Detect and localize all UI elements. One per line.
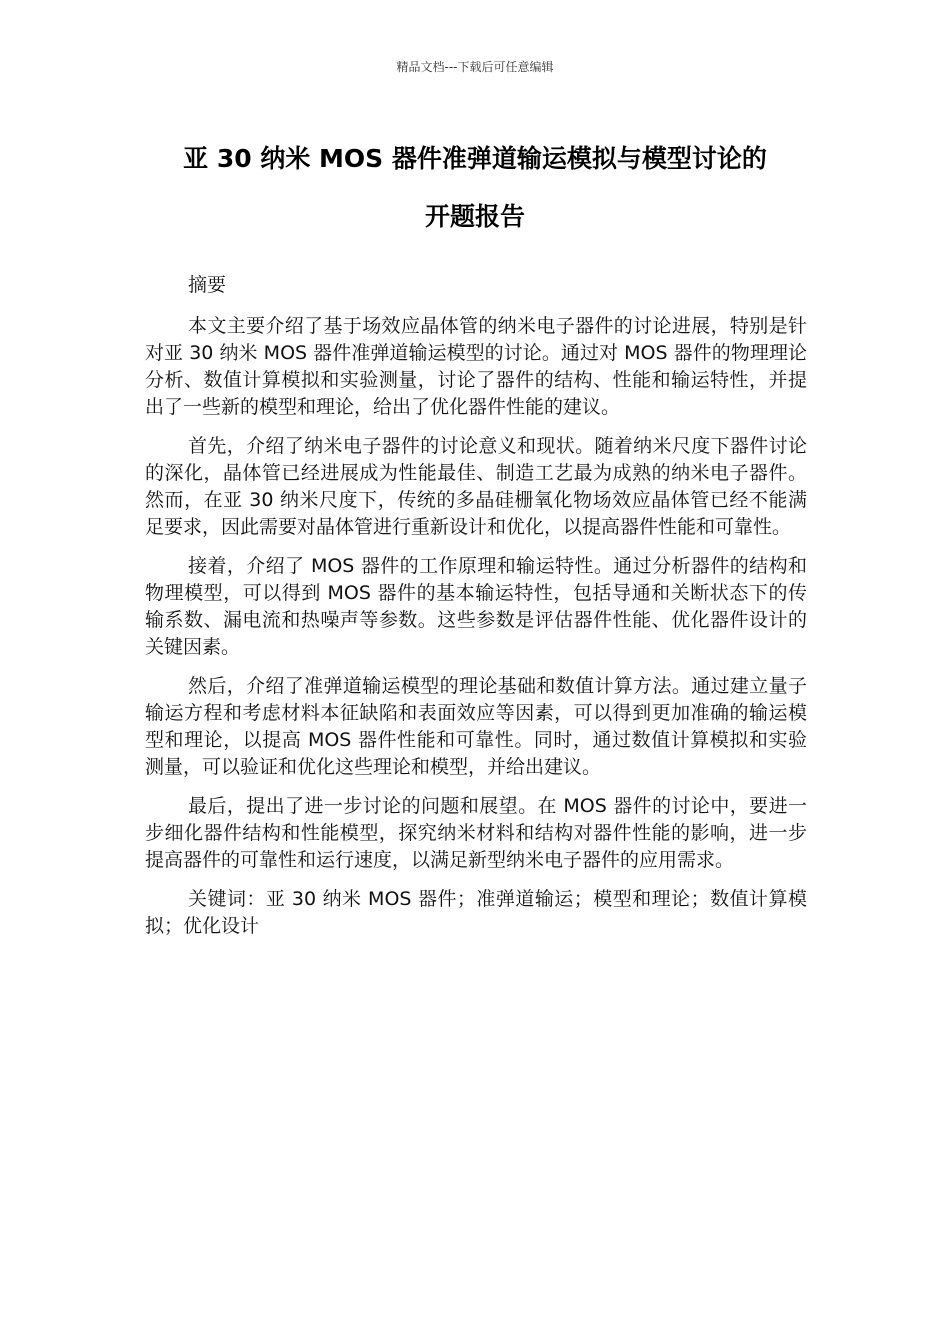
keywords: 关键词：亚 30 纳米 MOS 器件；准弹道输运；模型和理论；数值计算模拟；优化设计: [145, 888, 807, 937]
document-title-line-1: 亚 30 纳米 MOS 器件准弹道输运模拟与模型讨论的: [183, 144, 767, 173]
abstract-paragraph-1: 本文主要介绍了基于场效应晶体管的纳米电子器件的讨论进展，特别是针对亚 30 纳米 MOS 器件准弹道输运模型的讨论。通过对 MOS 器件的物理理论分析、数值计算模拟和实验测量，讨论了器件的结构、性能和输运特性，并提出了一些新的模型和理论，给出了优化器件性能的建议。: [145, 315, 807, 418]
abstract-heading: 摘要: [188, 274, 227, 296]
page-header-note: 精品文档---下载后可任意编辑: [396, 60, 554, 74]
document-body: [145, 272, 807, 952]
abstract-paragraph-5: 最后，提出了进一步讨论的问题和展望。在 MOS 器件的讨论中，要进一步细化器件结构和性能模型，探究纳米材料和结构对器件性能的影响，进一步提高器件的可靠性和运行速度，以满足新型纳米电子器件的应用需求。: [145, 795, 807, 871]
document-title-line-2: 开题报告: [424, 202, 525, 231]
abstract-paragraph-4: 然后，介绍了准弹道输运模型的理论基础和数值计算方法。通过建立量子输运方程和考虑材料本征缺陷和表面效应等因素，可以得到更加准确的输运模型和理论，以提高 MOS 器件性能和可靠性。同时，通过数值计算模拟和实验测量，可以验证和优化这些理论和模型，并给出建议。: [145, 675, 807, 778]
document-title: [145, 130, 805, 246]
abstract-paragraph-2: 首先，介绍了纳米电子器件的讨论意义和现状。随着纳米尺度下器件讨论的深化，晶体管已经进展成为性能最佳、制造工艺最为成熟的纳米电子器件。然而，在亚 30 纳米尺度下，传统的多晶硅栅氧化物场效应晶体管已经不能满足要求，因此需要对晶体管进行重新设计和优化，以提高器件性能和可靠性。: [145, 435, 807, 538]
abstract-paragraph-3: 接着，介绍了 MOS 器件的工作原理和输运特性。通过分析器件的结构和物理模型，可以得到 MOS 器件的基本输运特性，包括导通和关断状态下的传输系数、漏电流和热噪声等参数。这些参数是评估器件性能、优化器件设计的关键因素。: [145, 555, 807, 658]
